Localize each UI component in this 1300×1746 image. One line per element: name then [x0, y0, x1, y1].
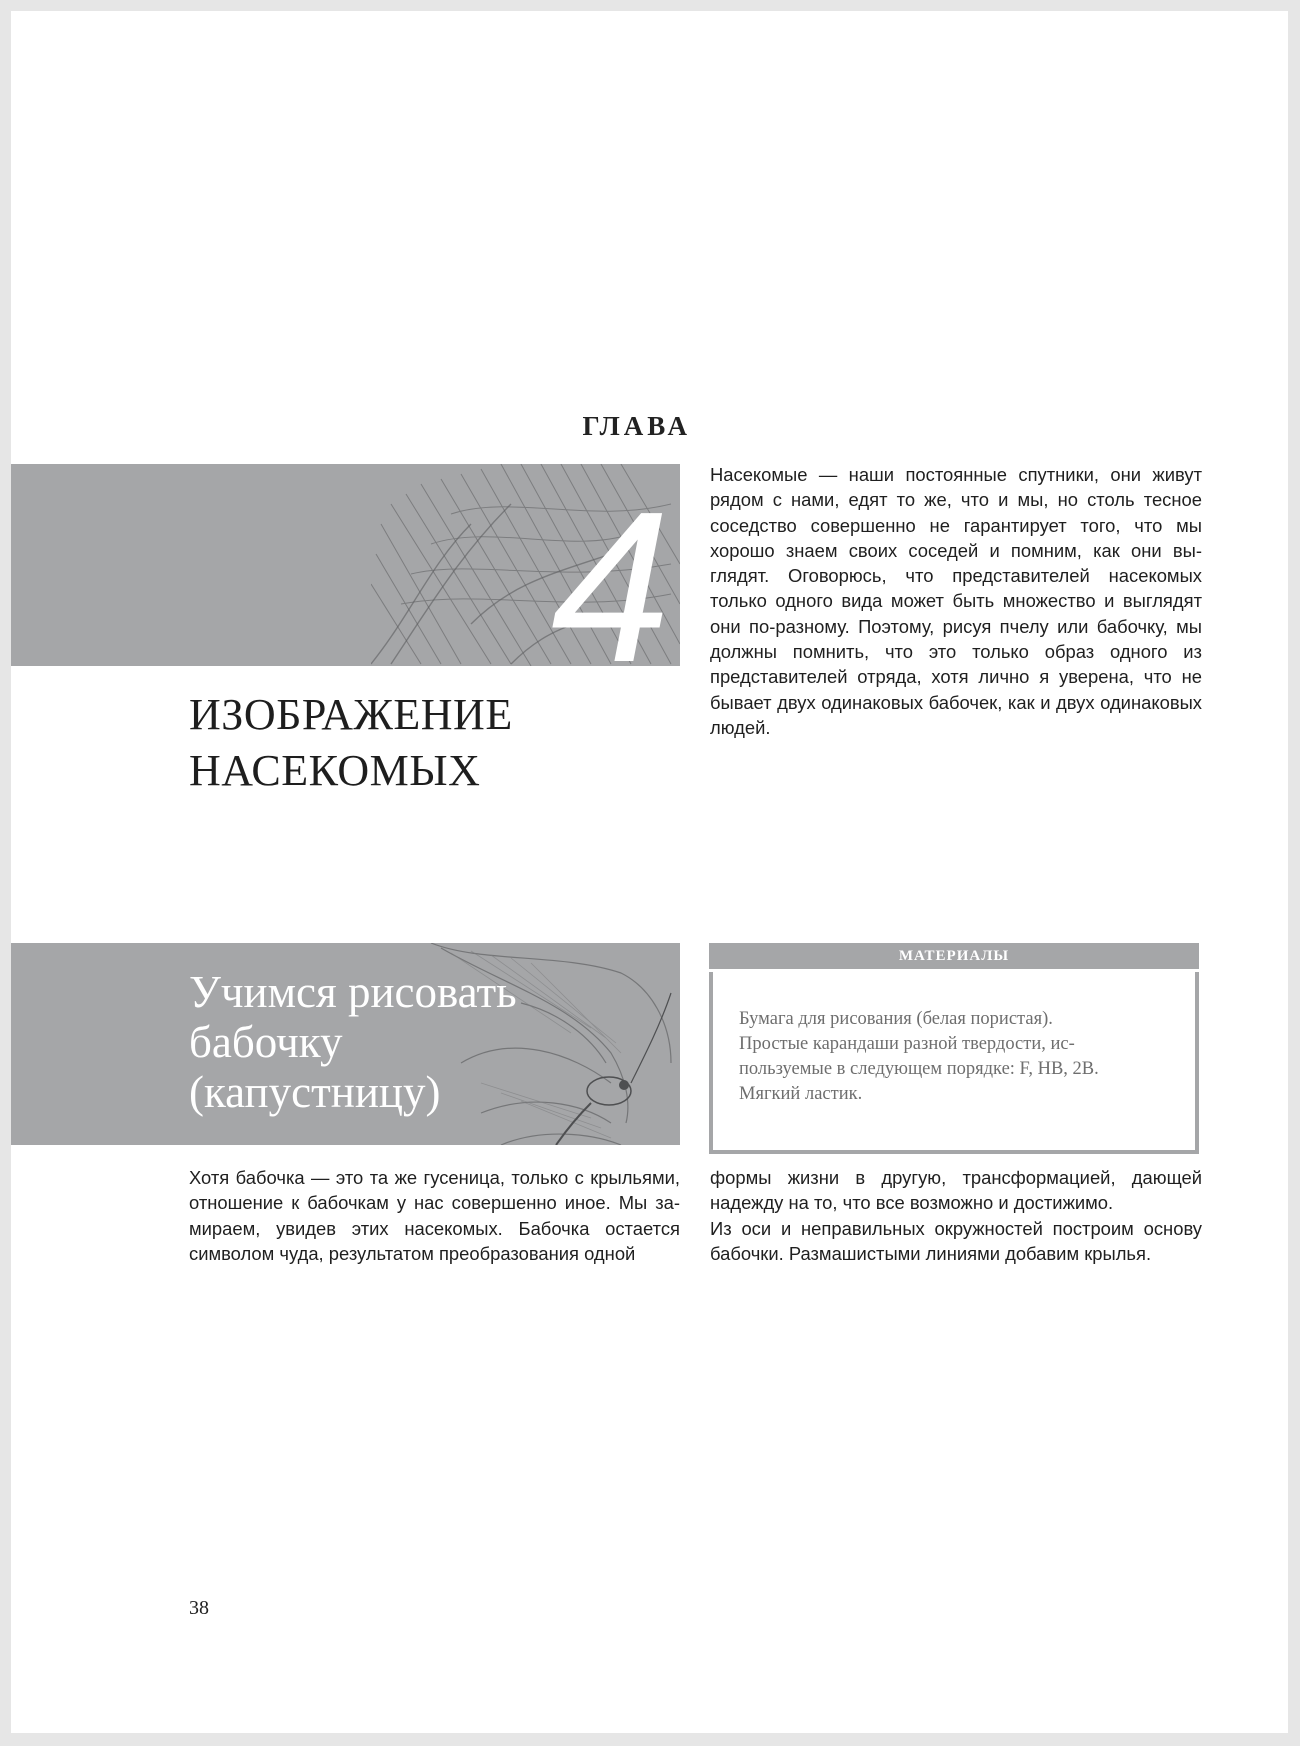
section-title [189, 967, 669, 1117]
book-page [11, 11, 1288, 1733]
materials-line: Мягкий ластик. [739, 1084, 863, 1104]
materials-line: Простые карандаши разной твердости, ис- [739, 1034, 1075, 1054]
paragraph: Из оси и неправильных окружностей построим основу бабочки. Размашистыми линиями добавим крылья. [710, 1217, 1202, 1264]
paragraph: формы жизни в другую, трансформацией, дающей надежду на то, что все возможно и достижимо. [710, 1167, 1202, 1214]
page-number: 38 [189, 1597, 209, 1619]
materials-line: пользуемые в следующем порядке: F, HB, 2B. [739, 1059, 1099, 1079]
chapter-intro: Насекомые — наши постоянные спутники, они живут рядом с нами, едят то же, что и мы, но столь тесное соседство совершенно не гарантирует того, что мы хорошо знаем своих соседей и помним, как они выглядят. Оговорюсь, что представителей насекомых только одного вида может быть множество и выглядят они по-разному. Поэтому, рисуя пчелу или бабочку, мы должны помнить, что это только образ одного из представителей отряда, хотя лично я уверена, что не бывает двух одинаковых бабочек, как и двух одинаковых людей. [710, 464, 1202, 738]
chapter-number: 4 [551, 466, 671, 707]
chapter-title-line: ИЗОБРАЖЕНИЕ [189, 690, 513, 739]
materials-line: Бумага для рисования (белая пористая). [739, 1009, 1053, 1029]
body-column-right [710, 1165, 1202, 1266]
chapter-title-line: НАСЕКОМЫХ [189, 746, 481, 795]
chapter-label: ГЛАВА [582, 411, 691, 441]
materials-divider [709, 969, 1199, 972]
body-column-left: Хотя бабочка — это та же гусеница, только с крыльями, отношение к бабочкам у нас совершенно иное. Мы замираем, увидев этих насекомых. Бабочка остается символом чуда, результатом преобразования одной [189, 1167, 680, 1264]
section-title-line: Учимся рисовать [189, 967, 517, 1017]
materials-header: МАТЕРИАЛЫ [709, 943, 1199, 969]
chapter-title [189, 687, 669, 799]
section-title-line: (капустницу) [189, 1067, 441, 1117]
materials-list [739, 1007, 1179, 1107]
section-title-line: бабочку [189, 1017, 343, 1067]
